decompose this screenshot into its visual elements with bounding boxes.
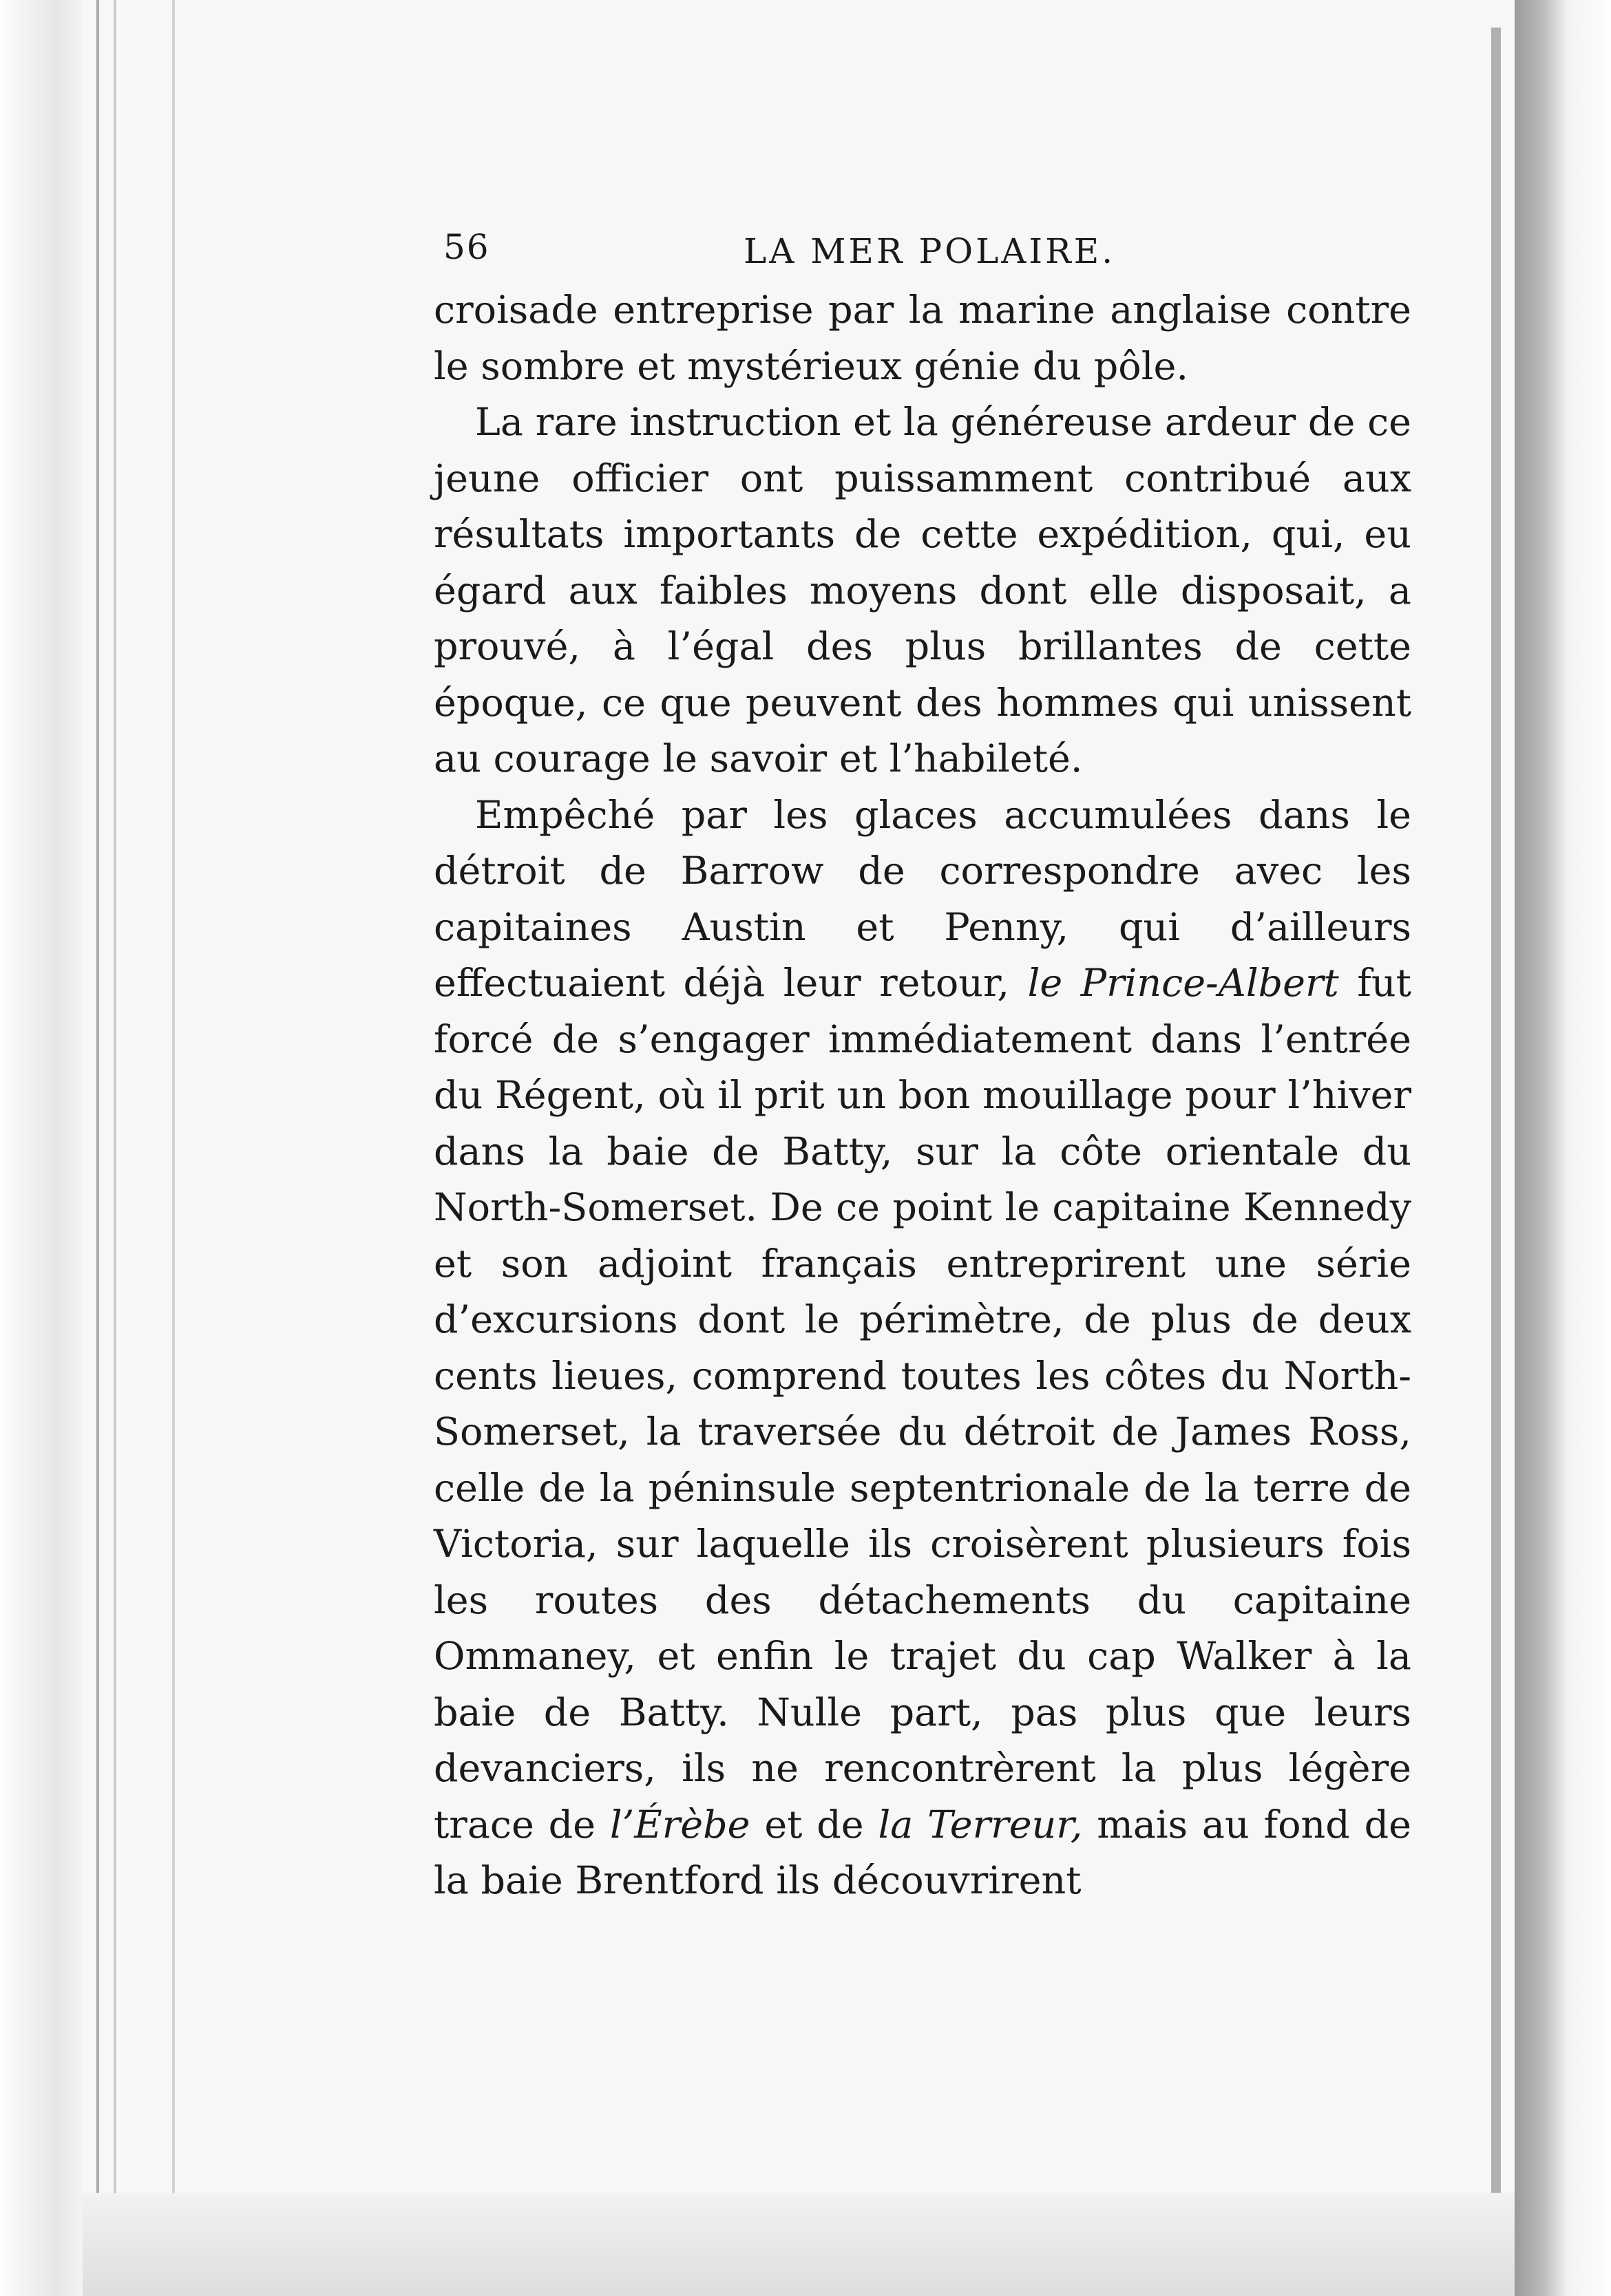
ship-name: le Prince-Albert bbox=[1027, 961, 1339, 1006]
bottom-page-edge bbox=[83, 2193, 1515, 2296]
paragraph: croisade entreprise par la marine anglaise contre le sombre et mystérieux génie du pôle. bbox=[434, 288, 1411, 389]
paragraph: La rare instruction et la généreuse ardeur de ce jeune officier ont puissamment contribué aux résultats importants de cette expédition, qui, eu égard aux faibles moyens dont elle disposait, a prouvé, à l’égal des plus brillantes de cette époque, ce que peuvent des hommes qui unissent au courage le savoir et l’habileté. bbox=[434, 400, 1411, 781]
body-text bbox=[434, 282, 1411, 1909]
page-content bbox=[434, 227, 1411, 1909]
page-edge-line bbox=[96, 0, 99, 2296]
paragraph-text: et de bbox=[764, 1802, 864, 1847]
running-title: LA MER POLAIRE. bbox=[744, 231, 1116, 271]
page-edge-line bbox=[114, 0, 116, 2296]
page-edge-line bbox=[172, 0, 175, 2296]
right-page-edge bbox=[1515, 0, 1611, 2296]
ship-name: la Terreur, bbox=[878, 1802, 1083, 1847]
paragraph-text: mais au fond de la baie Brentford ils découvrirent bbox=[434, 1802, 1411, 1903]
paragraph-text: fut forcé de s’engager immédiatement dans l’entrée du Régent, où il prit un bon mouillage pour l’hiver dans la baie de Batty, sur la côte orientale du North-Somerset. De ce point le capitaine Kennedy et son adjoint français entreprirent une série d’excursions dont le périmètre, de plus de deux cents lieues, comprend toutes les côtes du North-Somerset, la traversée du détroit de James Ross, celle de la péninsule septentrionale de la terre de Victoria, sur laquelle ils croisèrent plusieurs fois les routes des détachements du capitaine Ommaney, et enfin le trajet du cap Walker à la baie de Batty. Nulle part, pas plus que leurs devanciers, ils ne rencontrèrent la plus légère trace de bbox=[434, 961, 1411, 1847]
paragraph-text: Empêché par les glaces accumulées dans le détroit de Barrow de correspondre avec les capitaines Austin et Penny, qui d’ailleurs effectuaient déjà leur retour, bbox=[434, 792, 1411, 1006]
right-page-shadow bbox=[1491, 28, 1501, 2216]
running-header bbox=[434, 227, 1411, 282]
page-number: 56 bbox=[443, 227, 490, 267]
book-spine bbox=[0, 0, 83, 2296]
paragraph bbox=[434, 787, 1411, 1909]
ship-name: l’Érèbe bbox=[609, 1802, 750, 1847]
